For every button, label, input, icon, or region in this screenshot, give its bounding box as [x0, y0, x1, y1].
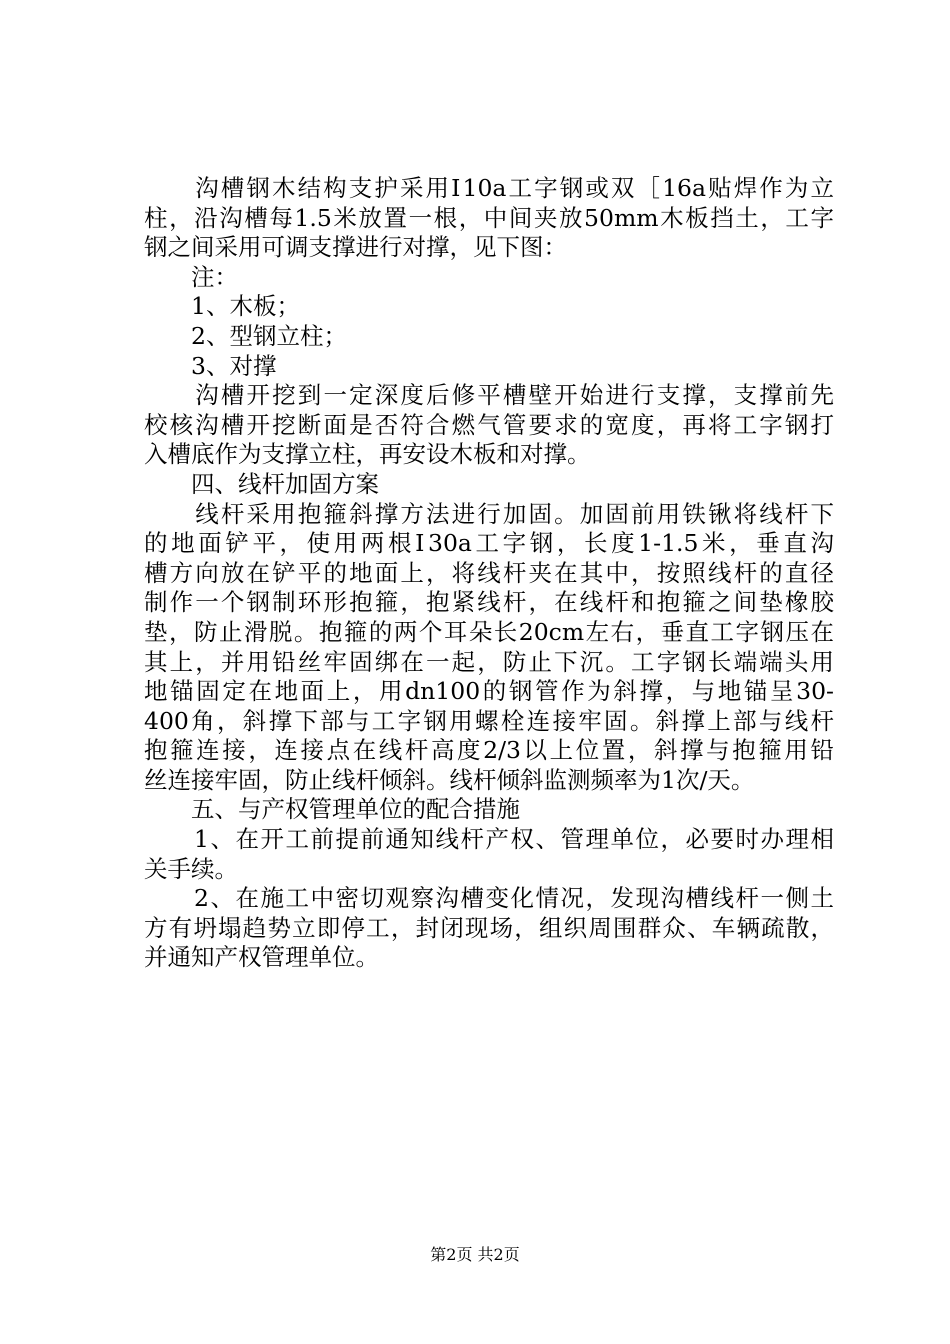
page-footer [0, 1245, 950, 1265]
text-line: 1、在开工前提前通知线杆产权、管理单位，必要时办理相 [144, 825, 834, 854]
text-line: 线杆采用抱箍斜撑方法进行加固。加固前用铁锹将线杆下 [144, 499, 834, 528]
text-line: 抱箍连接，连接点在线杆高度2/3以上位置，斜撑与抱箍用铅 [144, 736, 834, 765]
text-line: 沟槽钢木结构支护采用Ⅰ10a工字钢或双［16a贴焊作为立 [144, 174, 834, 202]
text-line: 校核沟槽开挖断面是否符合燃气管要求的宽度，再将工字钢打 [144, 410, 834, 439]
text-line: 的地面铲平，使用两根Ⅰ30a工字钢，长度1-1.5米，垂直沟 [144, 529, 834, 558]
text-line: 方有坍塌趋势立即停工，封闭现场，组织周围群众、车辆疏散， [144, 913, 834, 942]
text-line: 其上，并用铅丝牢固绑在一起，防止下沉。工字钢长端端头用 [144, 647, 834, 676]
text-line: 柱，沿沟槽每1.5米放置一根，中间夹放50mm木板挡土，工字 [144, 203, 834, 232]
text-line: 丝连接牢固，防止线杆倾斜。线杆倾斜监测频率为1次/天。 [144, 765, 755, 794]
text-line: 并通知产权管理单位。 [144, 943, 379, 972]
text-line: 3、对撑 [144, 351, 277, 380]
text-line: 400角，斜撑下部与工字钢用螺栓连接牢固。斜撑上部与线杆 [144, 706, 834, 735]
text-line: 制作一个钢制环形抱箍，抱紧线杆，在线杆和抱箍之间垫橡胶 [144, 588, 834, 617]
text-line: 入槽底作为支撑立柱，再安设木板和对撑。 [144, 440, 591, 469]
text-line: 沟槽开挖到一定深度后修平槽壁开始进行支撑，支撑前先 [144, 381, 834, 410]
text-line: 注： [144, 262, 238, 291]
text-line: 1、木板； [144, 292, 300, 321]
text-line: 垫，防止滑脱。抱箍的两个耳朵长20cm左右，垂直工字钢压在 [144, 617, 834, 646]
text-line: 地锚固定在地面上，用dn100的钢管作为斜撑，与地锚呈30- [144, 677, 834, 706]
text-line: 五、与产权管理单位的配合措施 [144, 795, 520, 824]
text-line: 2、在施工中密切观察沟槽变化情况，发现沟槽线杆一侧土 [144, 884, 834, 913]
text-line: 2、型钢立柱； [144, 321, 347, 350]
text-line: 槽方向放在铲平的地面上，将线杆夹在其中，按照线杆的直径 [144, 558, 834, 587]
text-line: 四、线杆加固方案 [144, 469, 379, 498]
page-number-label: 第2页 共2页 [430, 1245, 520, 1264]
text-line: 关手续。 [144, 854, 238, 883]
document-body [144, 174, 834, 973]
text-line: 钢之间采用可调支撑进行对撑，见下图： [144, 233, 567, 262]
